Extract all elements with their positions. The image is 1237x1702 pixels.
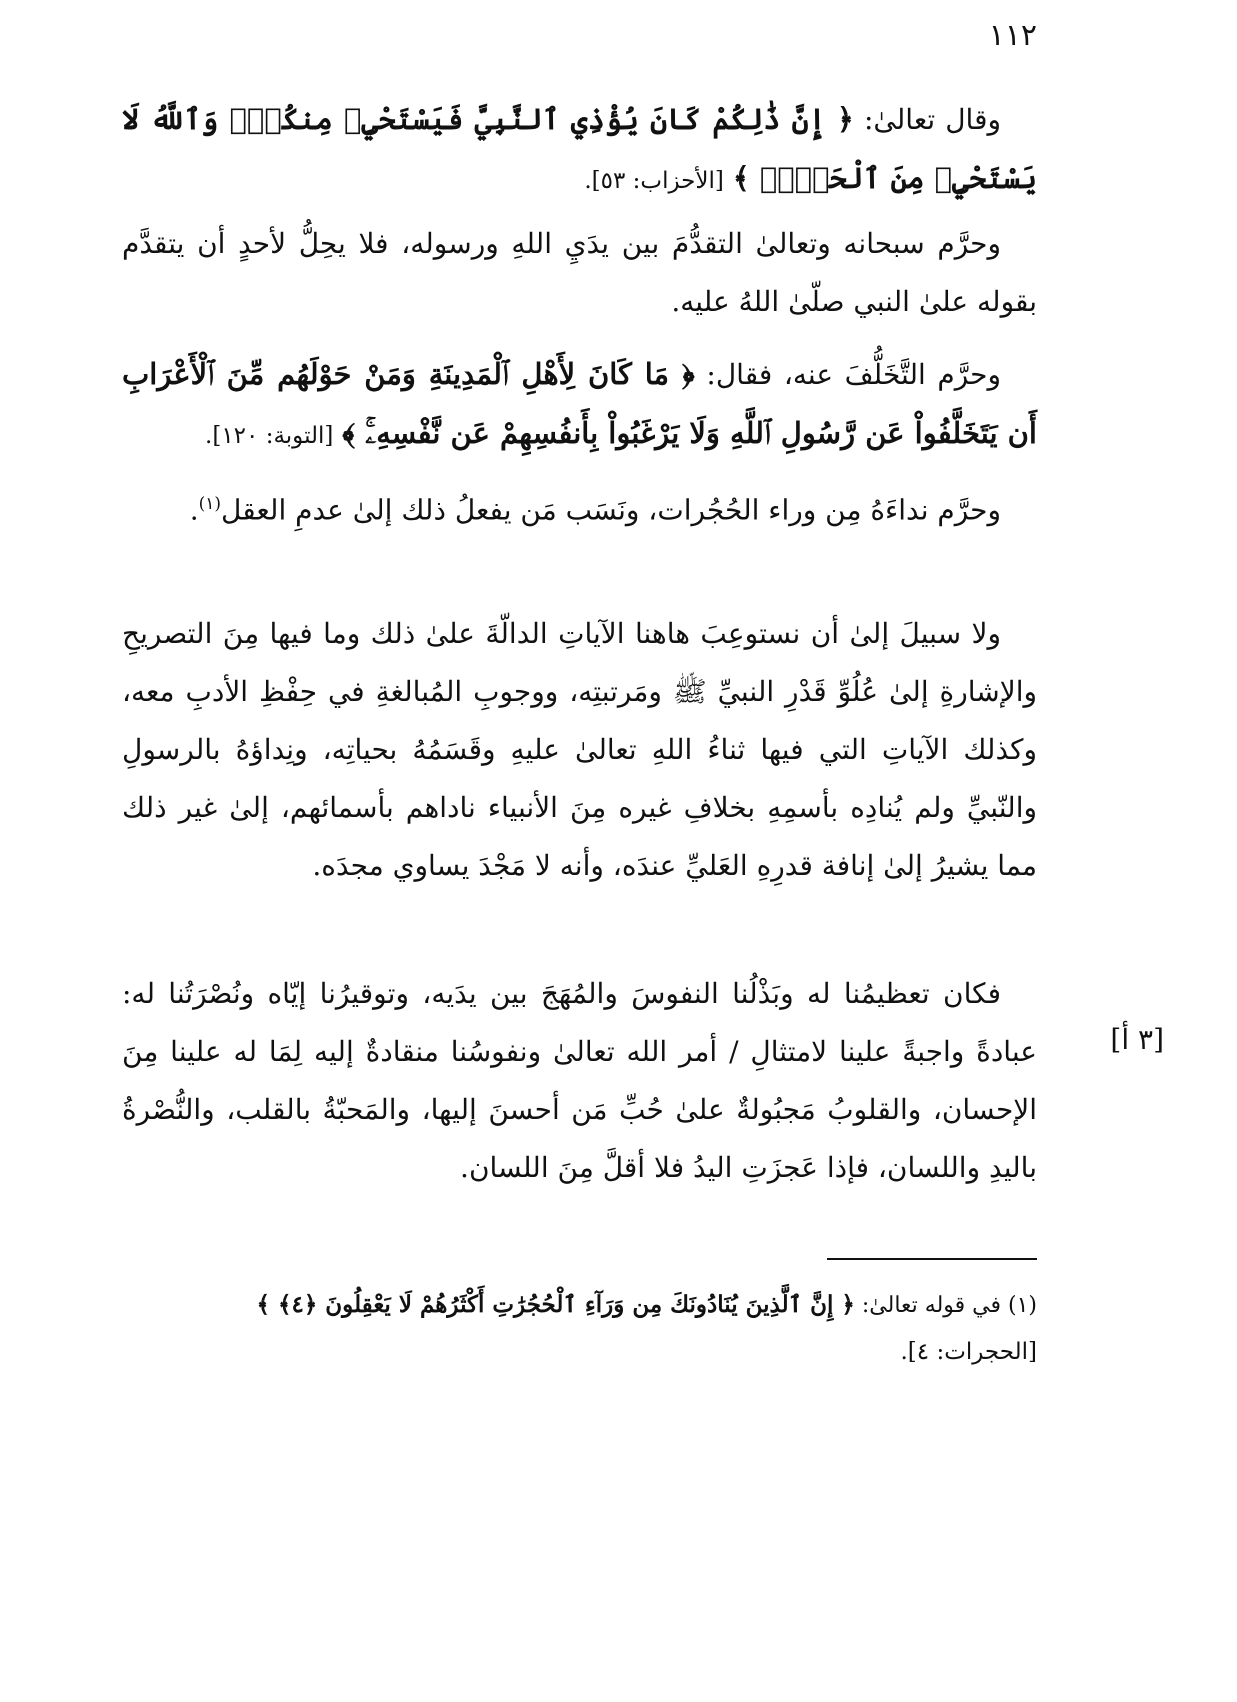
quran-verse-ahzab: ﴿ إِنَّ ذَٰلِكُمْ كَانَ يُؤْذِي ٱلنَّبِيَّ فَيَسْتَحْيِۦ مِنكُمْۖ وَٱللَّهُ لَا يَسْتَحْيِۦ مِنَ ٱلْحَقِّۚ ﴾ <box>122 102 1037 195</box>
footnote-marker[interactable]: (١) <box>198 494 222 514</box>
paragraph-1 <box>122 90 1037 210</box>
footnote-intro: (١) في قوله تعالىٰ: <box>861 1293 1037 1318</box>
page-number: ١١٢ <box>988 18 1037 53</box>
quran-verse-tawbah: ﴿ مَا كَانَ لِأَهْلِ ٱلْمَدِينَةِ وَمَنْ حَوْلَهُم مِّنَ ٱلْأَعْرَابِ أَن يَتَخَلَّفُواْ عَن رَّسُولِ ٱللَّهِ وَلَا يَرْغَبُواْ بِأَنفُسِهِمْ عَن نَّفْسِهِۦۚ ﴾ <box>122 357 1037 450</box>
footnote-divider <box>827 1258 1037 1260</box>
paragraph-3 <box>122 345 1037 465</box>
paragraph-4-end: . <box>189 493 199 527</box>
paragraph-5 <box>122 605 1037 895</box>
paragraph-3-intro: وحرَّم التَّخَلُّفَ عنه، فقال: <box>706 358 1002 391</box>
footnote <box>122 1282 1037 1376</box>
manuscript-folio-marker: [٣ أ] <box>1110 1023 1164 1056</box>
verse-reference-ahzab: [الأحزاب: ٥٣]. <box>584 168 724 194</box>
footnote-verse-reference: [الحجرات: ٤]. <box>900 1339 1037 1365</box>
paragraph-4-text: وحرَّم نداءَهُ مِن وراء الحُجُرات، ونَسَب مَن يفعلُ ذلك إلىٰ عدمِ العقل <box>221 493 1001 527</box>
paragraph-6 <box>122 965 1037 1197</box>
paragraph-2-text: وحرَّم سبحانه وتعالىٰ التقدُّمَ بين يدَيِ اللهِ ورسوله، فلا يحِلُّ لأحدٍ أن يتقدَّم بقوله علىٰ النبي صلّىٰ اللهُ عليه. <box>122 227 1037 318</box>
paragraph-2 <box>122 215 1037 331</box>
verse-reference-tawbah: [التوبة: ١٢٠]. <box>205 423 334 449</box>
paragraph-1-intro: وقال تعالىٰ: <box>863 103 1001 136</box>
paragraph-4 <box>122 475 1037 539</box>
paragraph-6-text: فكان تعظيمُنا له وبَذْلُنا النفوسَ والمُهَجَ بين يدَيه، وتوقيرُنا إيّاه ونُصْرَتُنا له: عبادةً واجبةً علينا لامتثالِ / أمر الله تعالىٰ ونفوسُنا منقادةٌ إليه لِمَا له علينا مِنَ الإحسان، والقلوبُ مَجبُولةٌ علىٰ حُبِّ مَن أحسنَ إليها، والمَحبّةُ بالقلب، والنُّصْرةُ باليدِ واللسان، فإذا عَجزَتِ اليدُ فلا أقلَّ مِنَ اللسان. <box>122 977 1037 1184</box>
footnote-quran-verse: ﴿ إِنَّ ٱلَّذِينَ يُنَادُونَكَ مِن وَرَآءِ ٱلْحُجُرَٰتِ أَكْثَرُهُمْ لَا يَعْقِلُونَ ﴿٤﴾ ﴾ <box>256 1291 855 1318</box>
paragraph-5-text: ولا سبيلَ إلىٰ أن نستوعِبَ هاهنا الآياتِ الدالّةَ علىٰ ذلك وما فيها مِنَ التصريحِ والإشارةِ إلىٰ عُلُوِّ قَدْرِ النبيِّ ﷺ ومَرتبتِه، ووجوبِ المُبالغةِ في حِفْظِ الأدبِ معه، وكذلك الآياتِ التي فيها ثناءُ اللهِ تعالىٰ عليهِ وقَسَمُهُ بحياتِه، ونِداؤهُ بالرسولِ والنّبيِّ ولم يُنادِه بأسمِهِ بخلافِ غيره مِنَ الأنبياء ناداهم بأسمائهم، إلىٰ غير ذلك مما يشيرُ إلىٰ إنافة قدرِهِ العَليِّ عندَه، وأنه لا مَجْدَ يساوي مجدَه. <box>122 617 1037 882</box>
